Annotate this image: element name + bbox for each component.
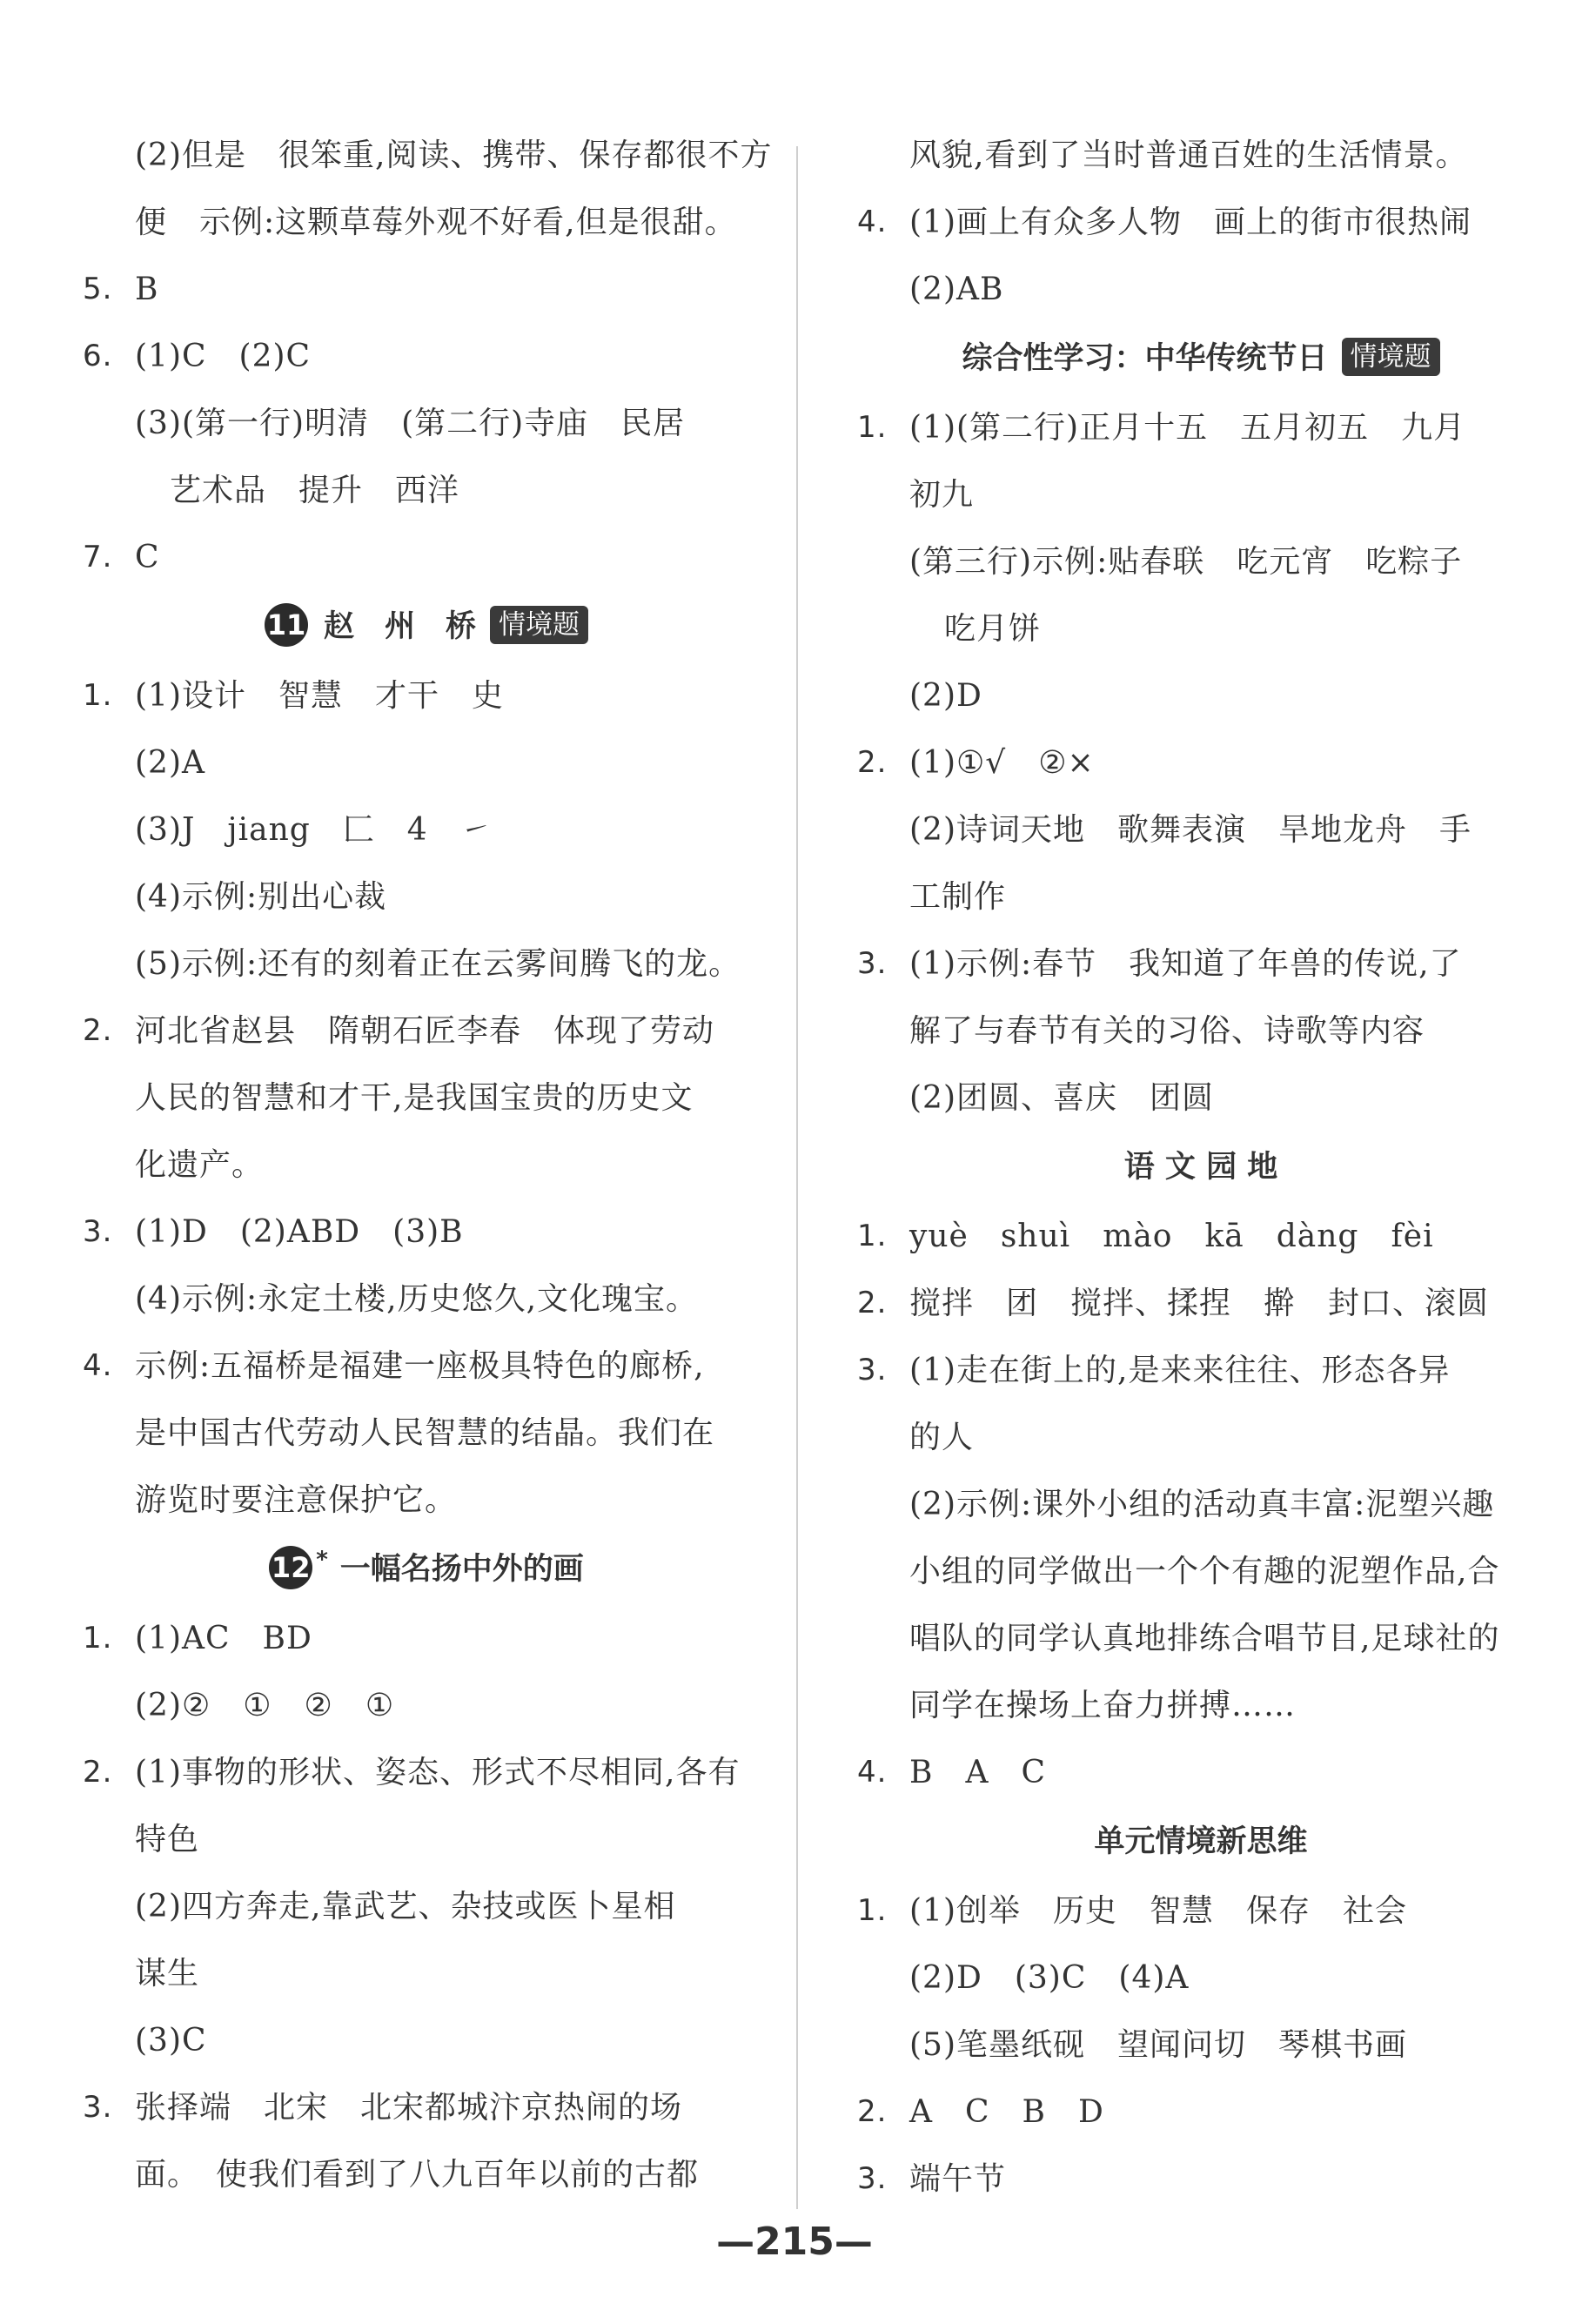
- question-number: 4.: [83, 1348, 113, 1383]
- answer-line: [857, 796, 1545, 863]
- answer-text: (2)但是 很笨重,阅读、携带、保存都很不方: [135, 138, 773, 173]
- answer-line: [83, 1467, 770, 1534]
- answer-text: B: [135, 272, 159, 307]
- answer-line: [857, 528, 1545, 595]
- answer-text: (第三行)示例:贴春联 吃元宵 吃粽子: [909, 544, 1463, 580]
- answer-line: [857, 1605, 1545, 1672]
- answer-text: 风貌,看到了当时普通百姓的生活情景。: [909, 138, 1468, 173]
- answer-line: [83, 122, 773, 189]
- answer-text: (2)团圆、喜庆 团圆: [909, 1080, 1214, 1116]
- answer-line: [83, 930, 770, 997]
- answer-text: 谋生: [135, 1956, 200, 1992]
- answer-text: 便 示例:这颗草莓外观不好看,但是很甜。: [135, 205, 737, 240]
- answer-text: (2)A: [135, 745, 205, 781]
- section-heading: [857, 1806, 1545, 1877]
- question-number: 1.: [857, 410, 888, 445]
- question-number: 3.: [83, 2090, 113, 2125]
- answer-line: [83, 189, 770, 256]
- page-number: —215—: [716, 2220, 873, 2264]
- section-title: 语 文 园 地: [1123, 1150, 1278, 1185]
- answer-line: [857, 1270, 1545, 1337]
- answer-line: [83, 323, 770, 390]
- answer-text: 河北省赵县 隋朝石匠李春 体现了劳动: [135, 1013, 715, 1049]
- answer-line: [83, 390, 770, 457]
- question-number: 6.: [83, 339, 113, 373]
- question-number: 5.: [83, 272, 113, 306]
- answer-line: [857, 122, 1545, 189]
- answer-line: [83, 1065, 770, 1132]
- question-number: 2.: [857, 1286, 888, 1320]
- answer-text: 的人: [909, 1420, 975, 1455]
- answer-line: [857, 595, 1545, 662]
- answer-text: (4)示例:永定土楼,历史悠久,文化瑰宝。: [135, 1281, 699, 1317]
- answer-text: (2)诗词天地 歌舞表演 旱地龙舟 手: [909, 812, 1472, 848]
- answer-line: [83, 1400, 770, 1467]
- answer-text: (1)示例:春节 我知道了年兽的传说,了: [909, 946, 1462, 982]
- answer-line: [83, 997, 770, 1065]
- answer-line: [857, 1877, 1545, 1945]
- section-heading: [83, 1534, 770, 1605]
- answer-line: [83, 524, 770, 591]
- question-number: 2.: [857, 745, 888, 780]
- section-title: 单元情境新思维: [1094, 1824, 1308, 1859]
- answer-line: [857, 930, 1545, 997]
- answer-line: [857, 461, 1545, 528]
- answer-line: [83, 1739, 770, 1806]
- question-number: 3.: [857, 1353, 888, 1387]
- answer-line: [83, 1199, 770, 1266]
- right-column: [857, 122, 1545, 2213]
- section-heading: [857, 323, 1545, 394]
- answer-text: (2)示例:课外小组的活动真丰富:泥塑兴趣: [909, 1487, 1495, 1522]
- answer-text: 同学在操场上奋力拼搏……: [909, 1688, 1297, 1723]
- answer-text: (2)D (3)C (4)A: [909, 1960, 1190, 1996]
- answer-text: 端午节: [909, 2161, 1007, 2197]
- answer-text: (1)D (2)ABD (3)B: [135, 1214, 464, 1250]
- question-number: 2.: [83, 1755, 113, 1790]
- answer-text: (3)(第一行)明清 (第二行)寺庙 民居: [135, 406, 686, 441]
- answer-line: [857, 997, 1545, 1065]
- question-number: 3.: [857, 2161, 888, 2196]
- answer-line: [83, 256, 770, 323]
- answer-line: [857, 256, 1545, 323]
- answer-text: 解了与春节有关的习俗、诗歌等内容: [909, 1013, 1425, 1049]
- answer-line: [857, 394, 1545, 461]
- answer-text: 小组的同学做出一个个有趣的泥塑作品,合: [909, 1554, 1500, 1589]
- answer-text: (5)示例:还有的刻着正在云雾间腾飞的龙。: [135, 946, 741, 982]
- column-divider: [796, 146, 798, 2209]
- answer-text: 游览时要注意保护它。: [135, 1482, 458, 1518]
- answer-line: [857, 2012, 1545, 2079]
- answer-text: 化遗产。: [135, 1147, 265, 1183]
- lesson-number-badge: 12: [269, 1546, 312, 1589]
- answer-line: [83, 729, 770, 796]
- answer-line: [83, 1940, 770, 2007]
- answer-text: (1)(第二行)正月十五 五月初五 九月: [909, 410, 1466, 446]
- question-number: 1.: [857, 1893, 888, 1928]
- scenario-tag: 情境题: [490, 606, 588, 644]
- answer-text: 初九: [909, 477, 975, 513]
- answer-line: [857, 662, 1545, 729]
- answer-line: [857, 1672, 1545, 1739]
- answer-text: 面。 使我们看到了八九百年以前的古都: [135, 2157, 700, 2193]
- answer-line: [83, 1605, 770, 1672]
- answer-text: (1)走在街上的,是来来往往、形态各异: [909, 1353, 1451, 1388]
- optional-lesson-star: *: [316, 1547, 328, 1573]
- answer-text: (5)笔墨纸砚 望闻问切 琴棋书画: [909, 2027, 1407, 2063]
- answer-text: (3)C: [135, 2023, 207, 2059]
- section-heading: [857, 1132, 1545, 1203]
- question-number: 2.: [83, 1013, 113, 1048]
- answer-text: (3)J jiang 匚 4 ㇀: [135, 812, 493, 848]
- answer-line: [83, 2074, 770, 2141]
- lesson-number-badge: 11: [265, 603, 308, 647]
- question-number: 4.: [857, 205, 888, 239]
- question-number: 4.: [857, 1755, 888, 1790]
- question-number: 7.: [83, 540, 113, 574]
- answer-line: [857, 863, 1545, 930]
- answer-text: C: [135, 540, 160, 575]
- answer-line: [857, 1337, 1545, 1404]
- answer-text: 唱队的同学认真地排练合唱节目,足球社的: [909, 1621, 1500, 1656]
- answer-line: [857, 2146, 1545, 2213]
- answer-line: [83, 2007, 770, 2074]
- answer-text: (2)四方奔走,靠武艺、杂技或医卜星相: [135, 1889, 676, 1924]
- question-number: 1.: [83, 1621, 113, 1656]
- question-number: 1.: [857, 1219, 888, 1253]
- question-number: 2.: [857, 2094, 888, 2129]
- answer-line: [83, 1873, 770, 1940]
- answer-line: [857, 1471, 1545, 1538]
- answer-text: (1)C (2)C: [135, 339, 312, 374]
- answer-text: 搅拌 团 搅拌、揉捏 擀 封口、滚圆: [909, 1286, 1490, 1321]
- answer-text: 人民的智慧和才干,是我国宝贵的历史文: [135, 1080, 694, 1116]
- section-heading: [83, 591, 770, 662]
- question-number: 1.: [83, 678, 113, 713]
- answer-line: [857, 1945, 1545, 2012]
- answer-text: 示例:五福桥是福建一座极具特色的廊桥,: [135, 1348, 705, 1384]
- answer-text: 吃月饼: [944, 611, 1042, 647]
- answer-line: [83, 1266, 770, 1333]
- answer-text: (1)设计 智慧 才干 史: [135, 678, 504, 714]
- answer-text: (2)D: [909, 678, 982, 714]
- answer-text: 工制作: [909, 879, 1007, 915]
- answer-line: [83, 1806, 770, 1873]
- answer-line: [857, 1538, 1545, 1605]
- answer-line: [83, 1333, 770, 1400]
- answer-line: [857, 1203, 1545, 1270]
- question-number: 3.: [83, 1214, 113, 1249]
- answer-line: [857, 1739, 1545, 1806]
- answer-text: (1)创举 历史 智慧 保存 社会: [909, 1893, 1407, 1929]
- answer-line: [83, 863, 770, 930]
- answer-text: 特色: [135, 1822, 200, 1857]
- answer-text: 艺术品 提升 西洋: [170, 473, 460, 508]
- answer-line: [83, 1672, 770, 1739]
- answer-text: B A C: [909, 1755, 1046, 1790]
- left-column: [83, 122, 773, 2208]
- answer-line: [857, 1065, 1545, 1132]
- section-title: 一幅名扬中外的画: [339, 1552, 584, 1587]
- answer-line: [857, 729, 1545, 796]
- answer-line: [857, 189, 1545, 256]
- answer-line: [83, 1132, 770, 1199]
- section-title: 赵 州 桥: [323, 609, 476, 644]
- answer-text: (1)AC BD: [135, 1621, 312, 1656]
- answer-line: [83, 457, 770, 524]
- answer-line: [83, 662, 770, 729]
- section-title: 综合性学习：中华传统节日: [962, 341, 1328, 376]
- answer-text: (4)示例:别出心裁: [135, 879, 387, 915]
- answer-line: [83, 2141, 770, 2208]
- answer-line: [857, 1404, 1545, 1471]
- answer-text: (2)② ① ② ①: [135, 1688, 395, 1723]
- answer-line: [857, 2079, 1545, 2146]
- answer-text: yuè shuì mào kā dàng fèi: [909, 1219, 1434, 1254]
- answer-text: (1)事物的形状、姿态、形式不尽相同,各有: [135, 1755, 741, 1790]
- answer-text: A C B D: [909, 2094, 1104, 2130]
- answer-text: (1)①√ ②×: [909, 745, 1095, 781]
- answer-line: [83, 796, 770, 863]
- answer-text: (2)AB: [909, 272, 1004, 307]
- answer-text: 张择端 北宋 北宋都城汴京热闹的场: [135, 2090, 683, 2126]
- answer-text: 是中国古代劳动人民智慧的结晶。我们在: [135, 1415, 715, 1451]
- answer-text: (1)画上有众多人物 画上的街市很热闹: [909, 205, 1472, 240]
- scenario-tag: 情境题: [1342, 338, 1440, 376]
- question-number: 3.: [857, 946, 888, 981]
